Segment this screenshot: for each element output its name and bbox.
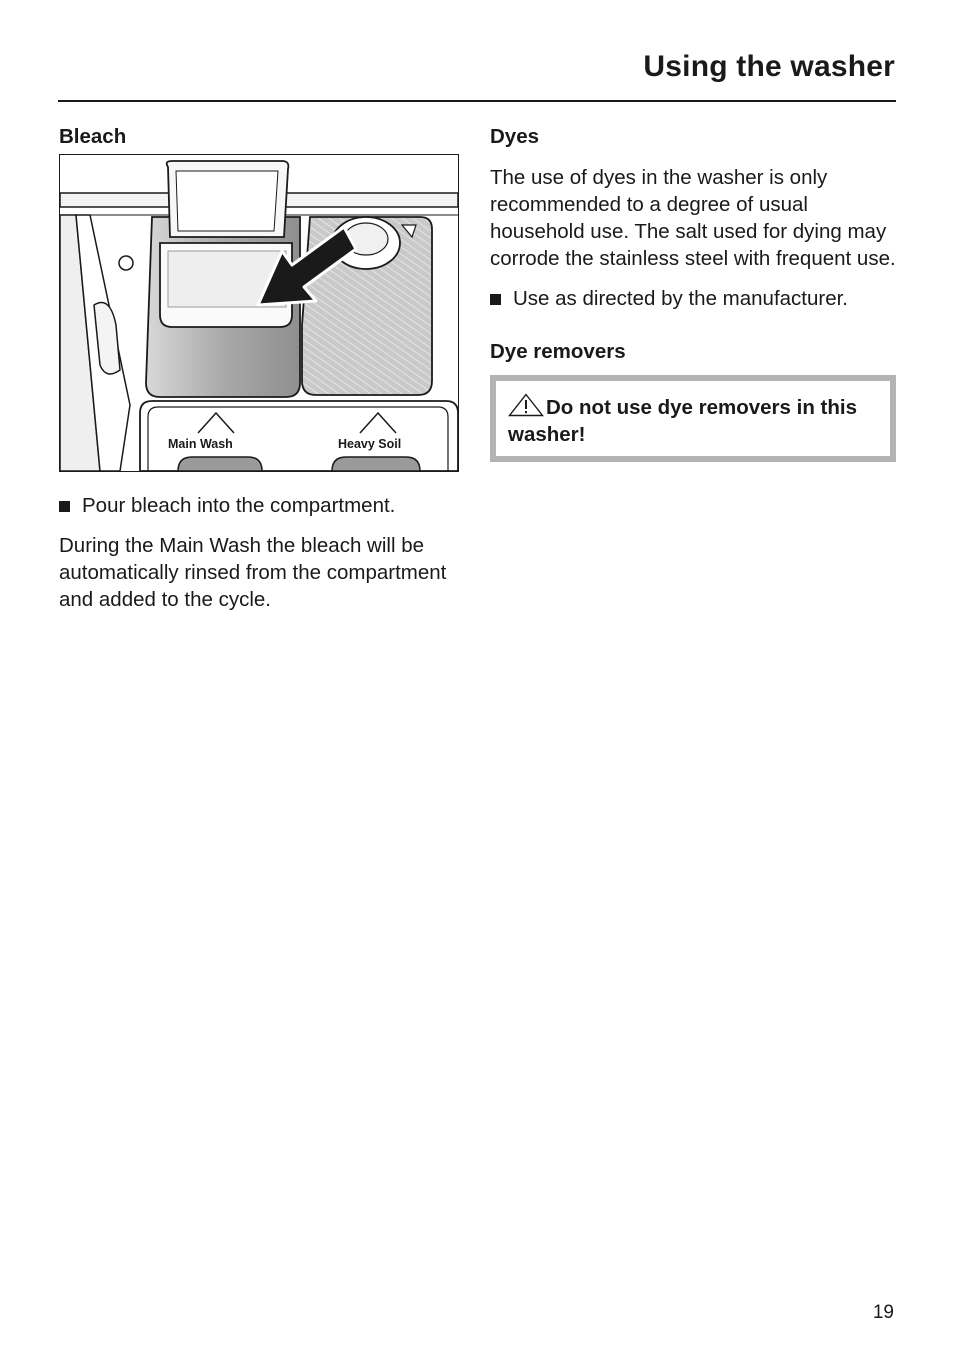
bullet-square-icon	[490, 294, 501, 305]
title-divider	[58, 100, 896, 102]
bleach-heading: Bleach	[59, 125, 127, 148]
dispenser-drawing	[60, 155, 458, 471]
dye-removers-heading: Dye removers	[490, 340, 626, 363]
page-number: 19	[872, 1302, 894, 1323]
bleach-paragraph: During the Main Wash the bleach will be automatically rinsed from the compartment and added to the cycle.	[59, 534, 447, 611]
bleach-bullet-text: Pour bleach into the compartment.	[82, 494, 396, 517]
bleach-section	[59, 124, 464, 613]
dyes-bullet	[490, 285, 896, 312]
bullet-square-icon	[59, 501, 70, 512]
warning-text-block	[508, 393, 876, 448]
warning-box	[490, 375, 896, 462]
dyes-section	[490, 124, 896, 462]
main-wash-label: Main Wash	[168, 437, 233, 451]
dyes-paragraph: The use of dyes in the washer is only recommended to a degree of usual household use. The salt used for dying may corrode the stainless steel with frequent use.	[490, 166, 896, 270]
bleach-bullet	[59, 492, 464, 519]
page-title: Using the washer	[643, 50, 895, 83]
warning-triangle-icon	[508, 393, 544, 417]
heavy-soil-label: Heavy Soil	[338, 437, 402, 451]
warning-text: Do not use dye removers in this washer!	[508, 396, 857, 446]
dispenser-illustration	[59, 154, 459, 472]
dyes-heading: Dyes	[490, 125, 540, 148]
dyes-bullet-text: Use as directed by the manufacturer.	[513, 287, 849, 310]
